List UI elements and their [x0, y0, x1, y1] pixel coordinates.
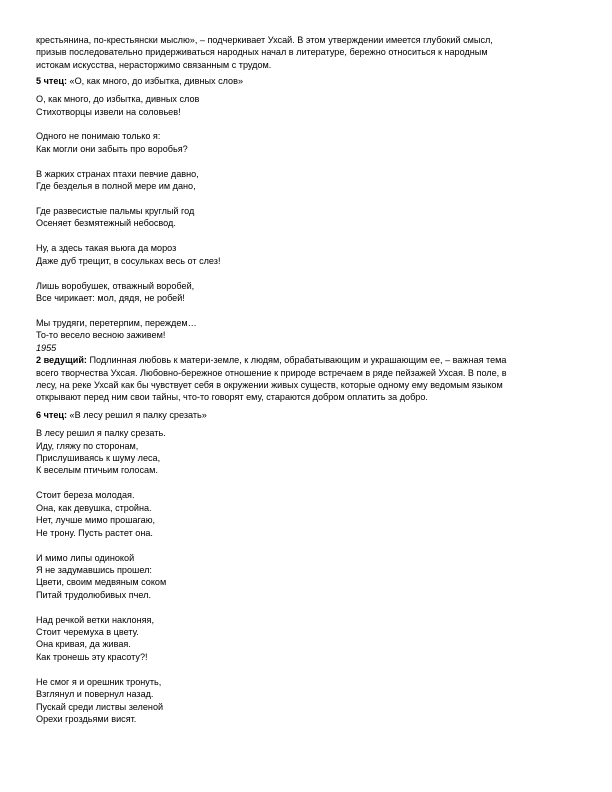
reader5-poem [36, 93, 576, 354]
poem-line: Над речкой ветки наклоняя, [36, 614, 155, 625]
reader5-heading [36, 75, 576, 87]
poem-year: 1955 [36, 342, 57, 353]
host2-line: открывают перед ним свои тайны, что-то говорят ему, стараются добром оплатить за добро. [36, 392, 428, 403]
poem-line: Пускай среди листвы зеленой [36, 701, 164, 712]
poem-line: Все чирикает: мол, дядя, не робей! [36, 293, 185, 304]
poem-line: В жарких странах птахи певчие давно, [36, 168, 199, 179]
poem-line: Как тронешь эту красоту?! [36, 651, 148, 662]
poem-line: Иду, гляжу по сторонам, [36, 440, 139, 451]
poem-line: То-то весело весною заживем! [36, 330, 166, 341]
poem-line: О, как много, до избытка, дивных слов [36, 94, 200, 105]
poem-line: Не смог я и орешник тронуть, [36, 676, 162, 687]
poem-line: Даже дуб трещит, в сосульках весь от слез! [36, 255, 221, 266]
poem-line: В лесу решил я палку срезать. [36, 428, 166, 439]
reader6-label: 6 чтец: [36, 410, 67, 421]
reader5-title: «О, как много, до избытка, дивных слов» [69, 76, 244, 87]
poem-line: Взглянул и повернул назад. [36, 689, 154, 700]
poem-stanza [36, 317, 576, 354]
poem-stanza [36, 168, 576, 193]
poem-line: Не трону. Пусть растет она. [36, 527, 153, 538]
host2-text: Подлинная любовь к матери-земле, к людям, обрабатывающим и украшающим ее, – важная тема [86, 355, 507, 366]
poem-line: Я не задумавшись прошел: [36, 564, 152, 575]
poem-line: Питай трудолюбивых пчел. [36, 589, 151, 600]
reader5-label: 5 чтец: [36, 76, 67, 87]
poem-stanza [36, 427, 576, 477]
reader6-title: «В лесу решил я палку срезать» [69, 410, 207, 421]
poem-line: Нет, лучше мимо прошагаю, [36, 515, 156, 526]
poem-line: Прислушиваясь к шуму леса, [36, 453, 161, 464]
poem-line: И мимо липы одинокой [36, 552, 135, 563]
host2-line: лесу, на реке Ухсай как бы чувствует себя в окружении живых существ, которые одному ему ведомым языком [36, 380, 503, 391]
poem-line: Мы трудяги, перетерпим, переждем… [36, 318, 197, 328]
poem-line: Осеняет безмятежный небосвод. [36, 218, 176, 229]
poem-line: Лишь воробушек, отважный воробей, [36, 280, 195, 291]
poem-line: Как могли они забыть про воробья? [36, 143, 188, 154]
poem-stanza [36, 242, 576, 267]
poem-stanza [36, 280, 576, 305]
intro-line: истокам искусства, нерасторжимо связанным с трудом. [36, 59, 272, 70]
poem-stanza [36, 93, 576, 118]
reader6-poem [36, 427, 576, 725]
poem-line: Где развесистые пальмы круглый год [36, 206, 195, 217]
poem-line: Орехи гроздьями висят. [36, 713, 137, 724]
poem-line: Стихотворцы извели на соловьев! [36, 106, 181, 117]
poem-line: К веселым птичьим голосам. [36, 465, 158, 476]
poem-line: Она кривая, да живая. [36, 639, 131, 650]
host2-label: 2 ведущий: [36, 355, 87, 366]
poem-stanza [36, 205, 576, 230]
poem-stanza [36, 614, 576, 664]
poem-line: Стоит черемуха в цвету. [36, 627, 139, 638]
poem-stanza [36, 130, 576, 155]
poem-stanza [36, 552, 576, 602]
poem-line: Цвети, своим медвяным соком [36, 577, 167, 588]
poem-line: Она, как девушка, стройна. [36, 502, 152, 513]
poem-line: Стоит береза молодая. [36, 490, 135, 501]
intro-line: крестьянина, по-крестьянски мыслю», – подчеркивает Ухсай. В этом утверждении имеется глубокий смысл, [36, 35, 493, 45]
intro-paragraph [36, 34, 576, 71]
document-page [36, 34, 576, 725]
host2-paragraph [36, 354, 576, 404]
poem-stanza [36, 489, 576, 539]
poem-line: Ну, а здесь такая вьюга да мороз [36, 243, 177, 254]
host2-line: всего творчества Ухсая. Любовно-бережное отношение к природе встречаем в ряде пейзажей Ухсая. В поле, в [36, 367, 507, 378]
host2-line [36, 354, 576, 366]
poem-stanza [36, 676, 576, 726]
poem-line: Где безделья в полной мере им дано, [36, 181, 196, 192]
poem-line: Одного не понимаю только я: [36, 131, 161, 142]
reader6-heading [36, 409, 576, 421]
intro-line: призыв последовательно придерживаться народных начал в литературе, бережно относиться к народным [36, 47, 488, 58]
